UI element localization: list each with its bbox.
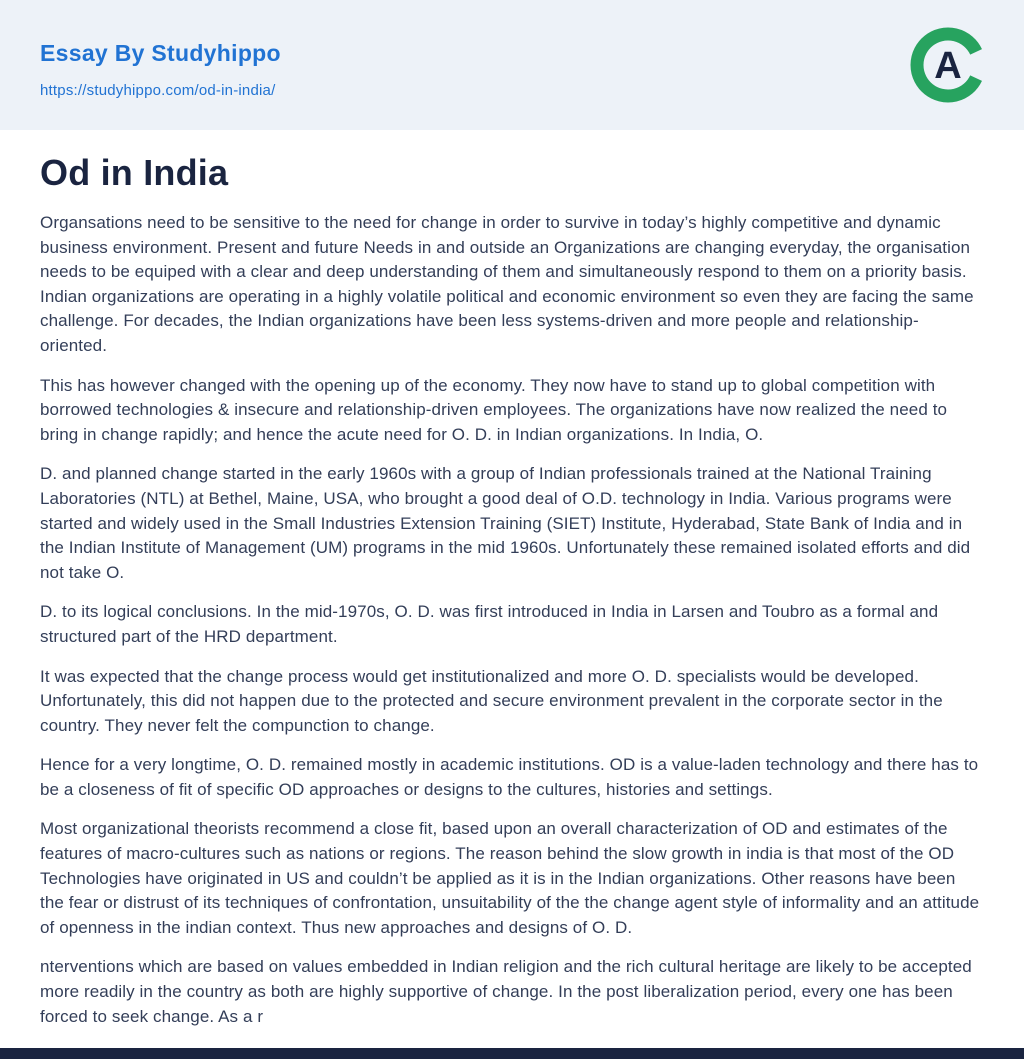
essay-paragraph-8: nterventions which are based on values embedded in Indian religion and the rich cultural heritage are likely to be accepted more readily in the country as both are highly supportive of change. In the post liberalization period, every one has been forced to seek change. As a r bbox=[40, 957, 972, 1026]
essay-paragraph-6: Hence for a very longtime, O. D. remained mostly in academic institutions. OD is a value-laden technology and there has to be a closeness of fit of specific OD approaches or designs to the cultures, histories and settings. bbox=[40, 755, 979, 799]
essay-title: Od in India bbox=[40, 152, 229, 193]
essay-url-link[interactable]: https://studyhippo.com/od-in-india/ bbox=[40, 81, 276, 99]
footer-bar bbox=[0, 1048, 1024, 1059]
header-text-block bbox=[40, 32, 281, 99]
essay-content bbox=[0, 130, 1024, 1029]
studyhippo-logo bbox=[910, 27, 986, 103]
essay-paragraph-3: D. and planned change started in the early 1960s with a group of Indian professionals trained at the National Training Laboratories (NTL) at Bethel, Maine, USA, who brought a good deal of O.D. technology in India. Various programs were started and widely used in the Small Industries Extension Training (SIET) Institute, Hyderabad, State Bank of India and in the Indian Institute of Management (UM) programs in the mid 1960s. Unfortunately these remained isolated efforts and did not take O. bbox=[40, 464, 971, 582]
page-header bbox=[0, 0, 1024, 130]
essay-paragraph-7: Most organizational theorists recommend a close fit, based upon an overall characterization of OD and estimates of the features of macro-cultures such as nations or regions. The reason behind the slow growth in india is that most of the OD Technologies have originated in US and couldn’t be applied as it is in the Indian organizations. Other reasons have been the fear or distrust of its techniques of confrontation, unsuitability of the the change agent style of informality and an attitude of openness in the indian context. Thus new approaches and designs of O. D. bbox=[40, 819, 980, 937]
essay-paragraph-2: This has however changed with the opening up of the economy. They now have to stand up to global competition with borrowed technologies & insecure and relationship-driven employees. The organizations have now realized the need to bring in change rapidly; and hence the acute need for O. D. in Indian organizations. In India, O. bbox=[40, 375, 948, 444]
logo-letter: A bbox=[934, 45, 962, 87]
essay-paragraph-5: It was expected that the change process would get institutionalized and more O. D. specialists would be developed. Unfortunately, this did not happen due to the protected and secure environment prevalent in the corporate sector in the country. They never felt the compunction to change. bbox=[40, 666, 943, 735]
essay-paragraph-1: Organsations need to be sensitive to the need for change in order to survive in today’s highly competitive and dynamic business environment. Present and future Needs in and outside an Organizations are changing everyday, the organisation needs to be equiped with a clear and deep understanding of them and simultaneously respond to them on a priority basis. Indian organizations are operating in a highly volatile political and economic environment so even they are facing the same challenge. For decades, the Indian organizations have been less systems-driven and more people and relationship-oriented. bbox=[40, 213, 974, 355]
site-byline: Essay By Studyhippo bbox=[40, 39, 281, 66]
studyhippo-logo-icon bbox=[910, 27, 986, 103]
essay-paragraph-4: D. to its logical conclusions. In the mid-1970s, O. D. was first introduced in India in Larsen and Toubro as a formal and structured part of the HRD department. bbox=[40, 602, 939, 646]
